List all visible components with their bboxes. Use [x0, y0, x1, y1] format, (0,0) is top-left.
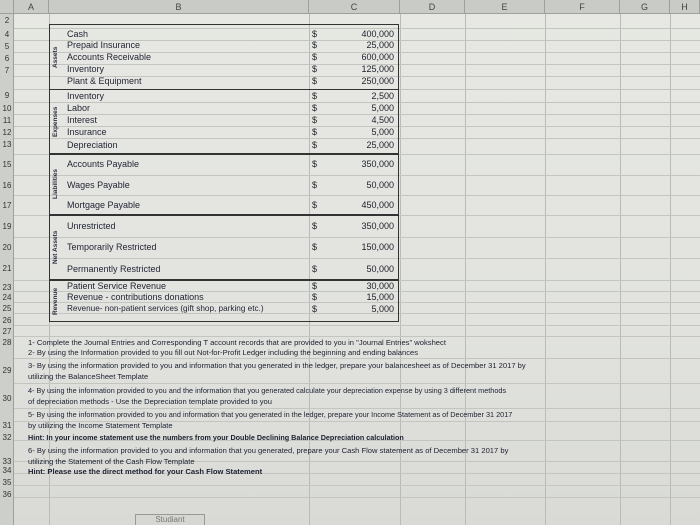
- item-name[interactable]: Prepaid Insurance: [67, 40, 141, 50]
- item-amount[interactable]: 5,000: [371, 304, 394, 314]
- item-amount[interactable]: 2,500: [371, 91, 394, 101]
- currency-symbol: $: [312, 91, 318, 101]
- item-amount[interactable]: 5,000: [371, 103, 394, 113]
- currency-symbol: $: [312, 29, 318, 39]
- item-amount[interactable]: 25,000: [366, 140, 394, 150]
- currency-symbol: $: [312, 304, 318, 314]
- row-number[interactable]: 10: [2, 104, 12, 113]
- currency-symbol: $: [312, 76, 318, 86]
- row-number[interactable]: 17: [2, 201, 12, 210]
- row-number[interactable]: 9: [4, 91, 10, 100]
- instruction-line[interactable]: 3- By using the information provided to you and information that you generated in the ledger, prepare your balancesheet as of December 31 2017 by: [28, 361, 526, 370]
- currency-symbol: $: [312, 281, 318, 291]
- instruction-line[interactable]: 4- By using the information provided to you and the information that you generated calculate your depreciation expense by using 3 different methods: [28, 386, 507, 395]
- item-name[interactable]: Permanently Restricted: [67, 264, 161, 274]
- row-number[interactable]: 15: [2, 160, 12, 169]
- item-name[interactable]: Accounts Receivable: [67, 52, 152, 62]
- item-amount[interactable]: 250,000: [361, 76, 394, 86]
- row-number[interactable]: 20: [2, 243, 12, 252]
- item-amount[interactable]: 50,000: [366, 264, 394, 274]
- instruction-line[interactable]: 6- By using the information provided to you and information that you generated, prepare your Cash Flow statement as of December 31 2017 by: [28, 446, 509, 455]
- row-number[interactable]: 23: [2, 283, 12, 292]
- column-header-e[interactable]: E: [465, 0, 545, 14]
- item-name[interactable]: Interest: [67, 115, 98, 125]
- section-label-revenue: Revenue: [52, 287, 59, 315]
- row-number[interactable]: 28: [2, 338, 12, 347]
- column-header-d[interactable]: D: [400, 0, 465, 14]
- item-name[interactable]: Inventory: [67, 91, 105, 101]
- item-name[interactable]: Mortgage Payable: [67, 200, 141, 210]
- item-amount[interactable]: 4,500: [371, 115, 394, 125]
- section-label-liabilities: Liabilities: [52, 169, 59, 200]
- select-all-corner[interactable]: [0, 0, 14, 14]
- section-label-expenses: Expenses: [52, 106, 59, 137]
- instruction-hint[interactable]: Hint: In your income statement use the numbers from your Double Declining Balance Depreciation calculation: [28, 433, 404, 442]
- row-number[interactable]: 6: [4, 54, 10, 63]
- instruction-line[interactable]: 1- Complete the Journal Entries and Corresponding T account records that are provided to you in "Journal Entries" wokshect: [28, 338, 446, 347]
- item-name[interactable]: Unrestricted: [67, 221, 116, 231]
- row-number[interactable]: 34: [2, 466, 12, 475]
- item-amount[interactable]: 350,000: [361, 159, 394, 169]
- instruction-line[interactable]: 5- By using the information provided to you and information that you generated in the ledger, prepare your Income Statement as of December 31 2017: [28, 410, 513, 419]
- row-number[interactable]: 13: [2, 140, 12, 149]
- item-amount[interactable]: 150,000: [361, 242, 394, 252]
- row-number[interactable]: 30: [2, 394, 12, 403]
- currency-symbol: $: [312, 180, 318, 190]
- currency-symbol: $: [312, 115, 318, 125]
- item-name[interactable]: Patient Service Revenue: [67, 281, 167, 291]
- item-amount[interactable]: 125,000: [361, 64, 394, 74]
- currency-symbol: $: [312, 264, 318, 274]
- currency-symbol: $: [312, 64, 318, 74]
- row-number[interactable]: 31: [2, 421, 12, 430]
- row-number[interactable]: 21: [2, 264, 12, 273]
- row-number[interactable]: 16: [2, 181, 12, 190]
- row-number[interactable]: 5: [4, 42, 10, 51]
- column-header-g[interactable]: G: [620, 0, 670, 14]
- currency-symbol: $: [312, 159, 318, 169]
- section-label-assets: Assets: [52, 46, 59, 68]
- row-number[interactable]: 25: [2, 304, 12, 313]
- instruction-line[interactable]: utilizing the BalanceSheet Template: [28, 372, 149, 381]
- row-number[interactable]: 36: [2, 490, 12, 499]
- sheet-tab[interactable]: Studiant: [135, 514, 205, 525]
- row-number[interactable]: 26: [2, 316, 12, 325]
- row-number[interactable]: 11: [2, 116, 12, 125]
- currency-symbol: $: [312, 40, 318, 50]
- currency-symbol: $: [312, 292, 318, 302]
- row-number[interactable]: 2: [4, 16, 10, 25]
- instruction-hint[interactable]: Hint: Please use the direct method for your Cash Flow Statement: [28, 467, 263, 476]
- row-number[interactable]: 7: [4, 66, 10, 75]
- row-number[interactable]: 24: [2, 293, 12, 302]
- item-amount[interactable]: 400,000: [361, 29, 394, 39]
- currency-symbol: $: [312, 127, 318, 137]
- item-amount[interactable]: 30,000: [366, 281, 394, 291]
- currency-symbol: $: [312, 200, 318, 210]
- section-label-net-assets: Net Assets: [52, 230, 59, 265]
- currency-symbol: $: [312, 140, 318, 150]
- currency-symbol: $: [312, 242, 318, 252]
- item-amount[interactable]: 25,000: [366, 40, 394, 50]
- instruction-line[interactable]: utilizing the Statement of the Cash Flow Template: [28, 457, 195, 466]
- row-number[interactable]: 12: [2, 128, 12, 137]
- item-name[interactable]: Cash: [67, 29, 89, 39]
- item-name[interactable]: Labor: [67, 103, 91, 113]
- column-header-a[interactable]: A: [14, 0, 49, 14]
- item-name[interactable]: Revenue- non-patient services (gift shop, parking etc.): [67, 304, 264, 313]
- row-number[interactable]: 4: [4, 30, 10, 39]
- item-amount[interactable]: 600,000: [361, 52, 394, 62]
- row-number[interactable]: 29: [2, 366, 12, 375]
- row-number[interactable]: 32: [2, 433, 12, 442]
- item-name[interactable]: Accounts Payable: [67, 159, 140, 169]
- item-name[interactable]: Wages Payable: [67, 180, 130, 190]
- item-amount[interactable]: 15,000: [366, 292, 394, 302]
- item-name[interactable]: Depreciation: [67, 140, 118, 150]
- currency-symbol: $: [312, 103, 318, 113]
- item-name[interactable]: Plant & Equipment: [67, 76, 142, 86]
- item-amount[interactable]: 350,000: [361, 221, 394, 231]
- row-number[interactable]: 33: [2, 457, 12, 466]
- currency-symbol: $: [312, 52, 318, 62]
- item-name[interactable]: Inventory: [67, 64, 105, 74]
- column-header-f[interactable]: F: [545, 0, 620, 14]
- column-header-c[interactable]: C: [309, 0, 400, 14]
- column-header-h[interactable]: H: [670, 0, 700, 14]
- item-name[interactable]: Insurance: [67, 127, 107, 137]
- item-amount[interactable]: 5,000: [371, 127, 394, 137]
- currency-symbol: $: [312, 221, 318, 231]
- column-header-b[interactable]: B: [49, 0, 309, 14]
- instruction-line[interactable]: of depreciation methods - Use the Depreciation template provided to you: [28, 397, 272, 406]
- column-header-bar: [0, 0, 700, 14]
- row-number[interactable]: 19: [2, 222, 12, 231]
- instruction-line[interactable]: 2- By using the Information provided to you fill out Not-for-Profit Ledger including the beginning and ending balances: [28, 348, 419, 357]
- instruction-line[interactable]: by utilizing the Income Statement Template: [28, 421, 173, 430]
- item-amount[interactable]: 450,000: [361, 200, 394, 210]
- row-number[interactable]: 27: [2, 327, 12, 336]
- item-amount[interactable]: 50,000: [366, 180, 394, 190]
- item-name[interactable]: Temporarily Restricted: [67, 242, 157, 252]
- row-number[interactable]: 35: [2, 478, 12, 487]
- item-name[interactable]: Revenue - contributions donations: [67, 292, 204, 302]
